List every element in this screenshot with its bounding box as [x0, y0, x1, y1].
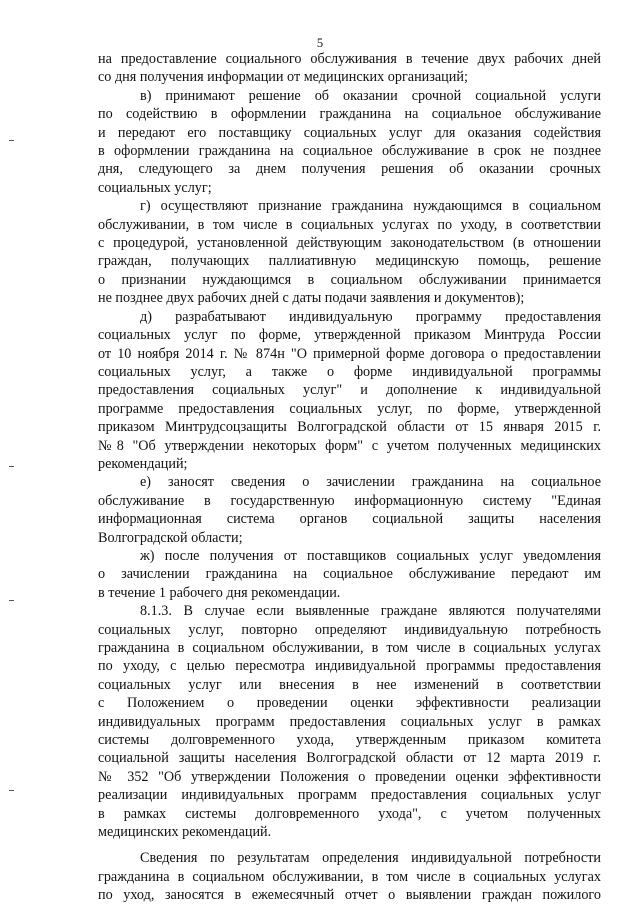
text-line: о признании нуждающимся в социальном обслуживании принимается [98, 271, 601, 288]
margin-mark [9, 600, 14, 601]
text-line: социальных услуг по форме, утвержденной приказом Минтруда России [98, 327, 601, 344]
text-line: рекомендаций; [98, 455, 188, 472]
text-line: предоставления социальных услуг" и дополнение к индивидуальной [98, 382, 601, 399]
text-line: дня, следующего за днем получения решения об оказании срочных [98, 161, 601, 178]
text-line: ж) после получения от поставщиков социальных услуг уведомления [140, 547, 601, 564]
text-line: в) принимают решение об оказании срочной социальной услуги [140, 87, 601, 104]
text-line: гражданина в социальном обслуживании, в том числе в социальных услугах [98, 868, 601, 885]
margin-mark [9, 790, 14, 791]
text-line: не позднее двух рабочих дней с даты подачи заявления и документов); [98, 290, 525, 307]
text-line: индивидуальных программ предоставления социальных услуг в рамках [98, 713, 601, 730]
text-line: от 10 ноября 2014 г. № 874н "О примерной форме договора о предоставлении [98, 345, 601, 362]
text-line: социальных услуг; [98, 179, 212, 196]
text-line: граждан, получающих паллиативную медицинскую помощь, решение [98, 253, 601, 270]
document-body [98, 50, 601, 905]
text-line: социальных услуг, а также о форме индивидуальной программы [98, 363, 601, 380]
text-line: обслуживании, в том числе в социальных услугах по уходу, в соответствии [98, 216, 601, 233]
text-line: №8 "Об утверждении некоторых форм" с учетом полученных медицинских [98, 437, 601, 454]
text-line: медицинских рекомендаций. [98, 824, 272, 841]
text-line: д) разрабатывают индивидуальную программу предоставления [140, 308, 601, 325]
text-line: обслуживание в государственную информационную систему "Единая [98, 492, 601, 509]
text-line: в рамках системы долговременного ухода", с учетом полученных [98, 805, 601, 822]
text-line: с Положением о проведении оценки эффективности реализации [98, 695, 601, 712]
text-line: по уход, заносятся в ежемесячный отчет о выявлении граждан пожилого [98, 887, 601, 904]
text-line: приказом Минтрудсоцзащиты Волгоградской области от 15 января 2015 г. [98, 419, 601, 436]
text-line: по содействию в оформлении гражданина на социальное обслуживание [98, 106, 601, 123]
text-line: и передают его поставщику социальных услуг для оказания содействия [98, 124, 601, 141]
text-line: системы долговременного ухода, утвержденным приказом комитета [98, 732, 601, 749]
page-number: 5 [316, 36, 324, 50]
text-line: с процедурой, установленной действующим законодательством (в отношении [98, 235, 601, 252]
text-line: 8.1.3. В случае если выявленные граждане являются получателями [140, 603, 601, 620]
text-line: е) заносят сведения о зачислении гражданина на социальное [140, 474, 601, 491]
text-line: Сведения по результатам определения индивидуальной потребности [140, 850, 601, 867]
text-line: информационная система органов социальной защиты населения [98, 511, 601, 528]
text-line: г) осуществляют признание гражданина нуждающимся в социальном [140, 198, 601, 215]
text-line: № 352 "Об утверждении Положения о проведении оценки эффективности [98, 768, 601, 785]
text-line: социальной защиты населения Волгоградской области от 12 марта 2019 г. [98, 750, 601, 767]
text-line: социальных услуг, повторно определяют индивидуальную потребность [98, 621, 601, 638]
text-line: о зачислении гражданина на социальное обслуживание передают им [98, 566, 601, 583]
text-line: гражданина в социальном обслуживании, в том числе в социальных услугах [98, 640, 601, 656]
margin-mark [9, 466, 14, 467]
text-line: программе предоставления социальных услуг, по форме, утвержденной [98, 400, 601, 417]
margin-mark [9, 140, 14, 141]
text-line: в течение 1 рабочего дня рекомендации. [98, 584, 341, 601]
text-line: на предоставление социального обслуживания в течение двух рабочих дней [98, 51, 601, 67]
text-line: социальных услуг или внесения в нее изменений в соответствии [98, 676, 601, 693]
text-line: реализации индивидуальных программ предоставления социальных услуг [98, 787, 601, 804]
text-line: по уходу, с целью пересмотра индивидуальной программы предоставления [98, 658, 601, 675]
text-line: в оформлении гражданина на социальное обслуживание в срок не позднее [98, 143, 601, 160]
paragraph-gap [98, 841, 601, 849]
text-line: со дня получения информации от медицинских организаций; [98, 69, 468, 86]
text-line: Волгоградской области; [98, 529, 243, 546]
